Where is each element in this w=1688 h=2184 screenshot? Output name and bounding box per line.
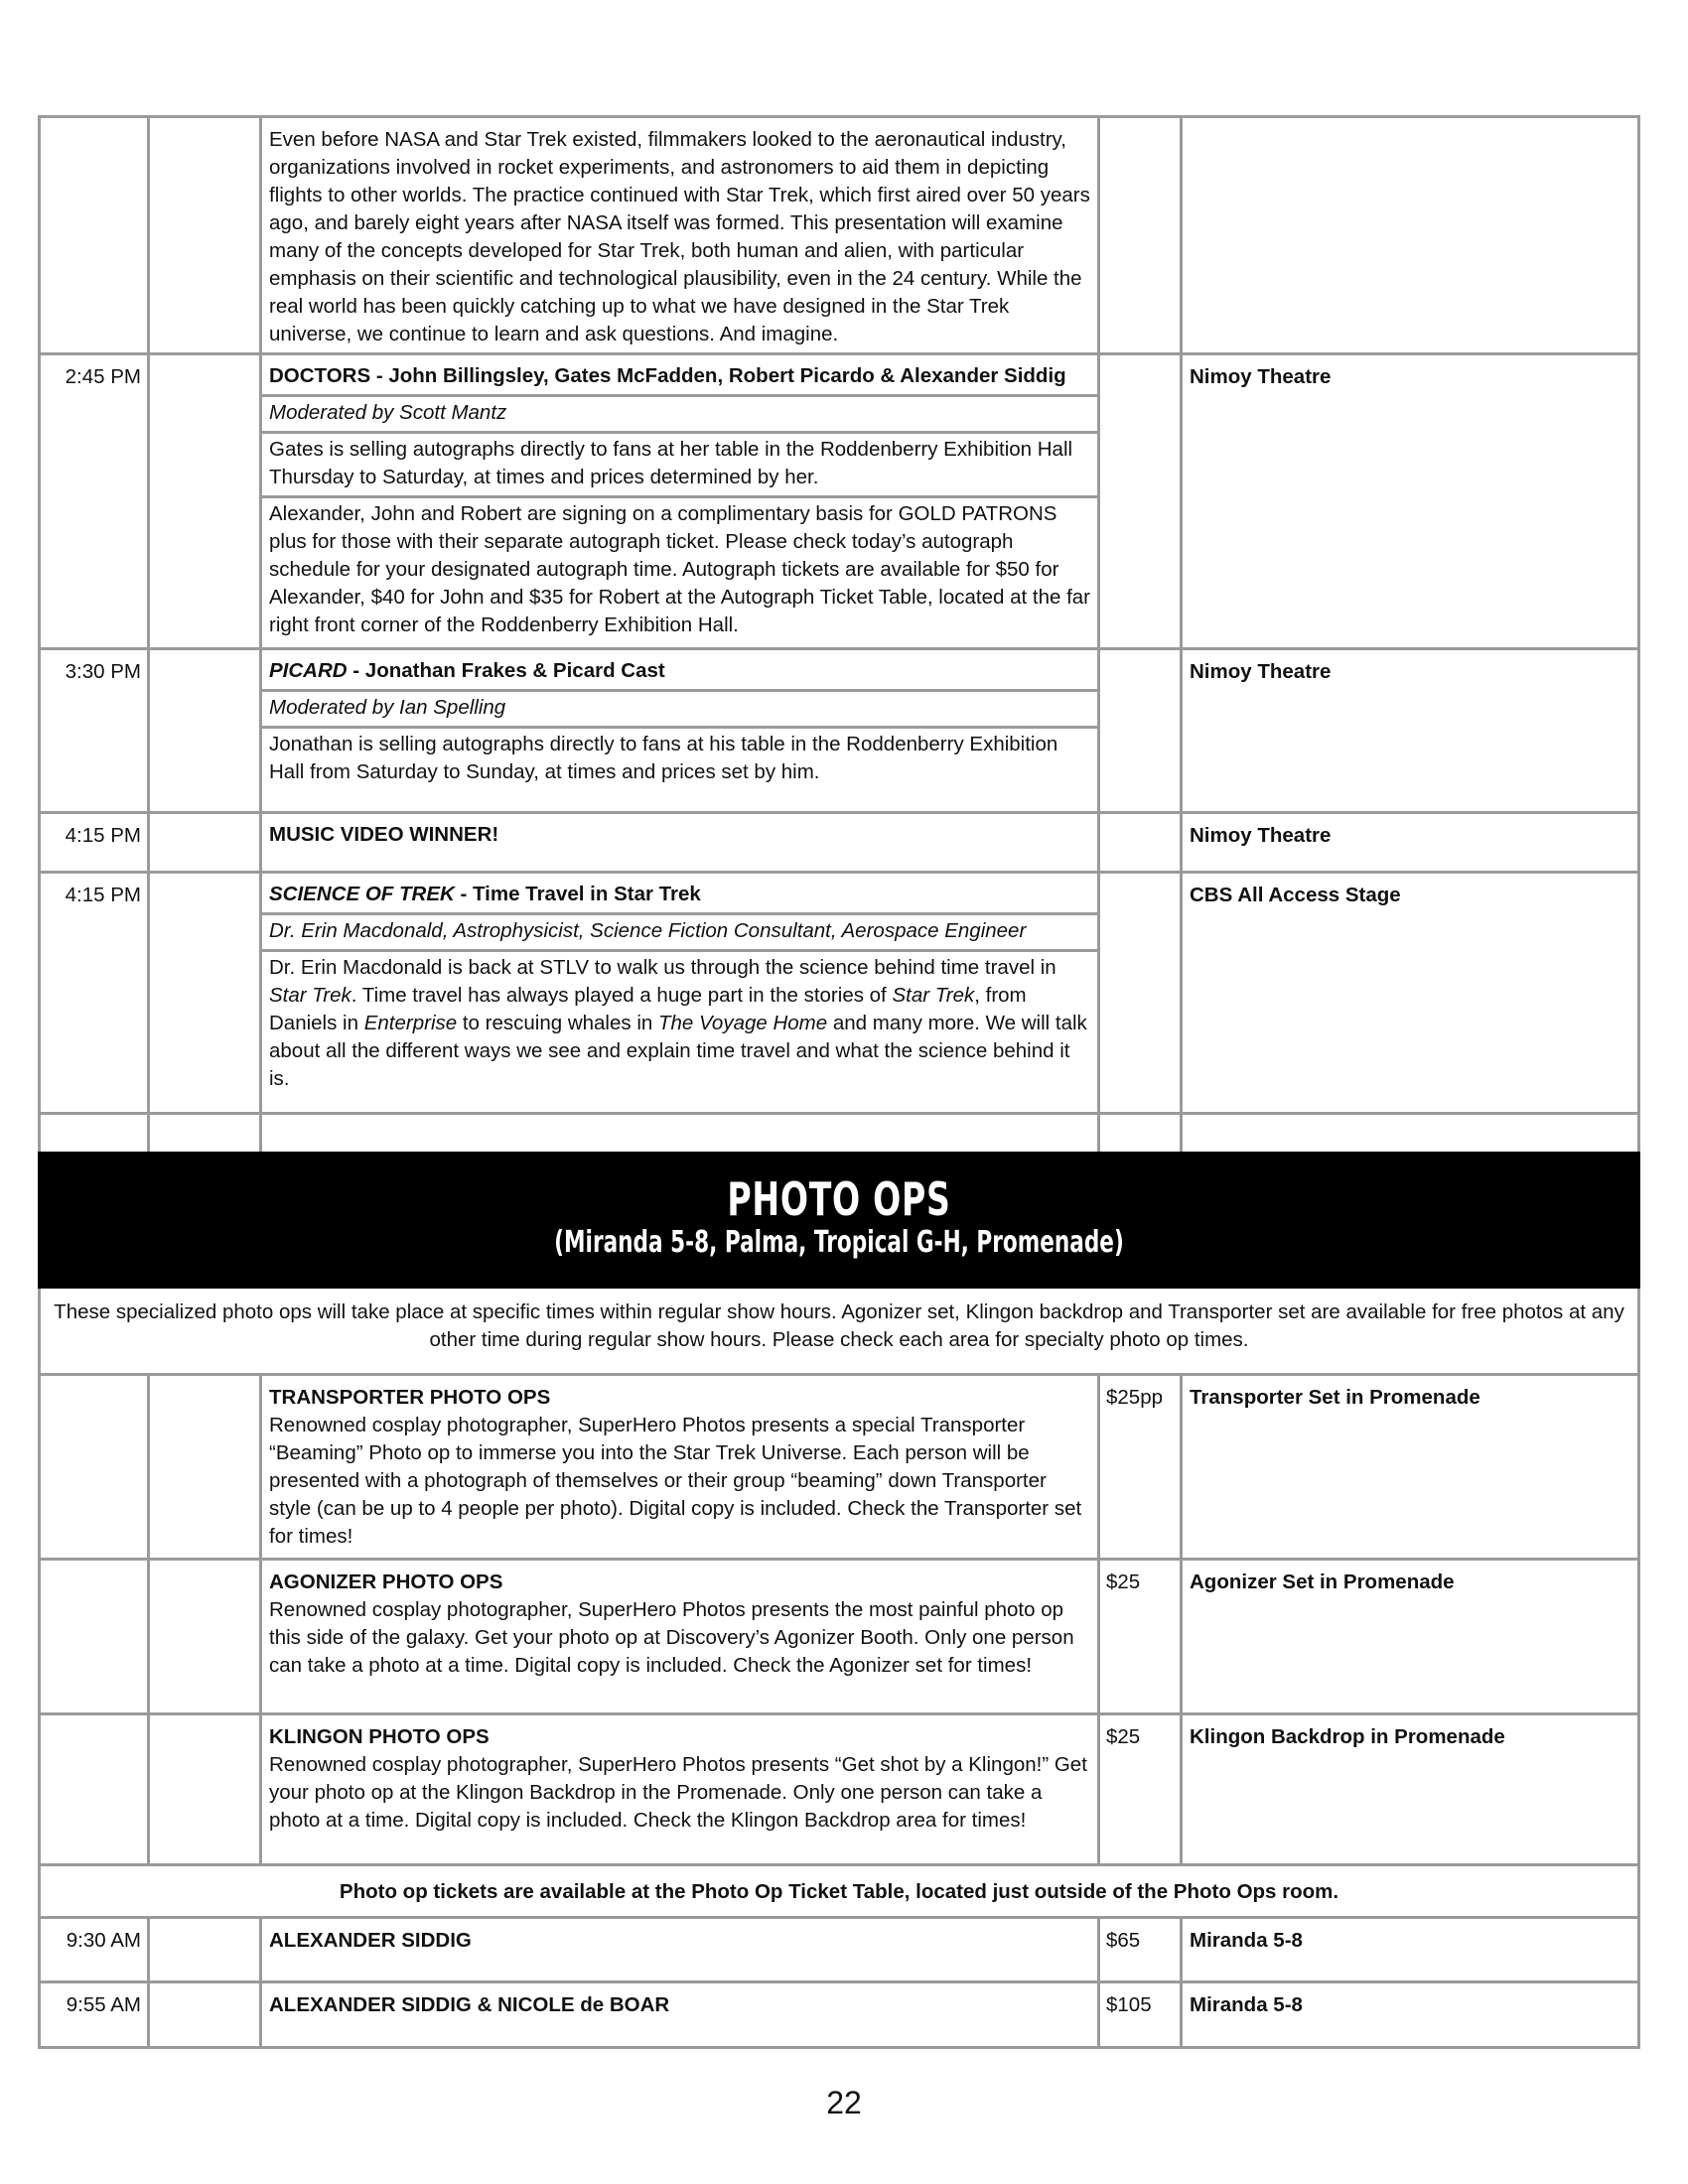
desc-italic: Enterprise: [363, 1012, 458, 1034]
photo-op-description: Renowned cosplay photographer, SuperHero Photos presents a special Transporter “Beaming” Photo op to immerse you into the Star Trek Universe. Each person will be presented with a photograph of themselves or their group “beaming” down Transporter style (can be up to 4 people per photo). Digital copy is included. Check the Transporter set for times!: [269, 1414, 1082, 1548]
time-cell: [38, 118, 147, 352]
photo-op-price: $105: [1097, 1983, 1180, 2046]
photo-ops-table: [38, 1373, 1640, 2049]
photo-op-location: Miranda 5-8: [1180, 1983, 1640, 2046]
event-location: Nimoy Theatre: [1180, 650, 1640, 811]
event-cell: [259, 118, 1097, 352]
event-location: CBS All Access Stage: [1180, 874, 1640, 1112]
photo-op-location: Transporter Set in Promenade: [1180, 1376, 1640, 1558]
photo-op-location: Agonizer Set in Promenade: [1180, 1561, 1640, 1712]
location-cell: [1180, 1115, 1640, 1152]
event-cell: [259, 1115, 1097, 1152]
photo-op-price: $25: [1097, 1561, 1180, 1712]
event-cell: [259, 355, 1097, 647]
page-number: 22: [826, 2085, 862, 2120]
event-note: Gates is selling autographs directly to fans at her table in the Roddenberry Exhibition Hall Thursday to Saturday, at times and prices determined by her.: [262, 434, 1097, 498]
photo-op-cell: [259, 1983, 1097, 2046]
photo-op-row-transporter: [38, 1373, 1640, 1558]
event-speaker: Dr. Erin Macdonald, Astrophysicist, Science Fiction Consultant, Aerospace Engineer: [262, 915, 1097, 952]
photo-op-title: ALEXANDER SIDDIG & NICOLE de BOAR: [269, 1993, 670, 2016]
event-title: [262, 874, 1097, 915]
spacer-cell: [147, 1983, 259, 2046]
photo-op-tickets-row: [38, 1863, 1640, 1916]
price-cell: [1097, 874, 1180, 1112]
photo-op-price: $25: [1097, 1715, 1180, 1863]
photo-op-description: Renowned cosplay photographer, SuperHero Photos presents the most painful photo op this side of the galaxy. Get your photo op at Discovery’s Agonizer Booth. Only one person can take a photo at a time. Digital copy is included. Check the Agonizer set for times!: [269, 1598, 1074, 1677]
photo-ops-banner: [38, 1152, 1640, 1289]
photo-op-text: [262, 1715, 1097, 1835]
event-location: Nimoy Theatre: [1180, 814, 1640, 871]
photo-op-row-agonizer: [38, 1558, 1640, 1712]
photo-op-title: ALEXANDER SIDDIG: [269, 1929, 472, 1952]
photo-op-cell: [259, 1715, 1097, 1863]
price-cell: [1097, 118, 1180, 352]
schedule-row-picard: [38, 647, 1640, 811]
event-note: Alexander, John and Robert are signing on a complimentary basis for GOLD PATRONS plus for those with their separate autograph ticket. Please check today’s autograph schedule for your designated autograph time. Autograph tickets are available for $50 for Alexander, $40 for John and $35 for Robert at the Autograph Ticket Table, located at the far right front corner of the Roddenberry Exhibition Hall.: [269, 502, 1091, 636]
desc-text: to rescuing whales in: [457, 1012, 658, 1034]
photo-op-title: AGONIZER PHOTO OPS: [269, 1570, 503, 1593]
desc-italic: Star Trek: [269, 984, 352, 1007]
schedule-row-empty: [38, 1112, 1640, 1152]
photo-op-cell: [259, 1376, 1097, 1558]
photo-op-row-siddig-deboar: [38, 1980, 1640, 2049]
schedule-row-intro: [38, 115, 1640, 352]
price-cell: [1097, 1115, 1180, 1152]
desc-text: . Time travel has always played a huge part in the stories of: [351, 984, 893, 1007]
spacer-cell: [147, 814, 259, 871]
spacer-cell: [147, 1919, 259, 1980]
event-moderator: Moderated by Scott Mantz: [262, 397, 1097, 434]
event-time: 2:45 PM: [38, 355, 147, 647]
desc-italic: The Voyage Home: [657, 1012, 828, 1034]
time-cell: [38, 1561, 147, 1712]
event-cell: [259, 874, 1097, 1112]
spacer-cell: [147, 874, 259, 1112]
spacer-cell: [147, 355, 259, 647]
event-title: DOCTORS - John Billingsley, Gates McFadden, Robert Picardo & Alexander Siddig: [262, 355, 1097, 397]
schedule-row-doctors: [38, 352, 1640, 647]
price-cell: [1097, 355, 1180, 647]
photo-op-text: [262, 1376, 1097, 1551]
schedule-row-music: [38, 811, 1640, 871]
photo-op-price: $25pp: [1097, 1376, 1180, 1558]
schedule-table: [38, 115, 1640, 1152]
desc-italic: Star Trek: [892, 984, 975, 1007]
photo-op-title: TRANSPORTER PHOTO OPS: [269, 1386, 551, 1409]
schedule-row-science: [38, 871, 1640, 1112]
time-cell: [38, 1115, 147, 1152]
photo-op-location: Miranda 5-8: [1180, 1919, 1640, 1980]
event-cell: [259, 650, 1097, 811]
price-cell: [1097, 814, 1180, 871]
location-cell: [1180, 118, 1640, 352]
spacer-cell: [147, 1376, 259, 1558]
price-cell: [1097, 650, 1180, 811]
event-title-italic: PICARD: [269, 659, 348, 682]
event-description: Even before NASA and Star Trek existed, filmmakers looked to the aeronautical industry, organizations involved in rocket experiments, and astronomers to aid them in depicting flights to other worlds. The practice continued with Star Trek, which first aired over 50 years ago, and barely eight years after NASA itself was formed. This presentation will examine many of the concepts developed for Star Trek, both human and alien, with particular emphasis on their scientific and technological plausibility, even in the 24 century. While the real world has been quickly catching up to what we have designed in the Star Trek universe, we continue to learn and ask questions. And imagine.: [269, 128, 1090, 345]
section-subtitle: (Miranda 5-8, Palma, Tropical G-H, Promenade): [554, 1225, 1124, 1260]
section-title: PHOTO OPS: [727, 1172, 951, 1226]
event-moderator: Moderated by Ian Spelling: [262, 692, 1097, 729]
photo-op-time: 9:55 AM: [38, 1983, 147, 2046]
event-note: Jonathan is selling autographs directly to fans at his table in the Roddenberry Exhibition Hall from Saturday to Sunday, at times and prices set by him.: [269, 733, 1058, 783]
event-title-rest: - Jonathan Frakes & Picard Cast: [347, 659, 665, 682]
time-cell: [38, 1376, 147, 1558]
photo-op-description: Renowned cosplay photographer, SuperHero Photos presents “Get shot by a Klingon!” Get your photo op at the Klingon Backdrop in the Promenade. Only one person can take a photo at a time. Digital copy is included. Check the Klingon Backdrop area for times!: [269, 1753, 1087, 1832]
intro-text: These specialized photo ops will take place at specific times within regular show hours. Agonizer set, Klingon backdrop and Transporter set are available for free photos at any other time during regular show hours. Please check each area for specialty photo op times.: [54, 1300, 1624, 1351]
event-time: 4:15 PM: [38, 874, 147, 1112]
photo-op-row-siddig: [38, 1916, 1640, 1980]
event-cell: [259, 814, 1097, 871]
photo-op-time: 9:30 AM: [38, 1919, 147, 1980]
photo-op-text: [262, 1561, 1097, 1680]
event-title-italic: SCIENCE OF TREK: [269, 883, 455, 905]
photo-op-location: Klingon Backdrop in Promenade: [1180, 1715, 1640, 1863]
spacer-cell: [147, 1561, 259, 1712]
event-time: 4:15 PM: [38, 814, 147, 871]
event-title: [262, 650, 1097, 692]
photo-op-title: KLINGON PHOTO OPS: [269, 1725, 490, 1748]
photo-ops-intro: [38, 1289, 1640, 1376]
tickets-note: Photo op tickets are available at the Photo Op Ticket Table, located just outside of the Photo Ops room.: [339, 1880, 1339, 1903]
desc-text: , from Daniels in: [269, 984, 1027, 1034]
desc-text: Dr. Erin Macdonald is back at STLV to walk us through the science behind time travel in: [269, 956, 1056, 979]
spacer-cell: [147, 118, 259, 352]
photo-op-price: $65: [1097, 1919, 1180, 1980]
time-cell: [38, 1715, 147, 1863]
desc-text: and many more. We will talk about all the different ways we see and explain time travel and what the science behind it is.: [269, 1012, 1087, 1090]
event-title-rest: - Time Travel in Star Trek: [454, 883, 701, 905]
event-time: 3:30 PM: [38, 650, 147, 811]
spacer-cell: [147, 1715, 259, 1863]
photo-op-cell: [259, 1919, 1097, 1980]
event-location: Nimoy Theatre: [1180, 355, 1640, 647]
spacer-cell: [147, 650, 259, 811]
event-description: [262, 952, 1097, 1097]
photo-op-cell: [259, 1561, 1097, 1712]
event-title: MUSIC VIDEO WINNER!: [269, 823, 499, 846]
photo-op-row-klingon: [38, 1712, 1640, 1863]
spacer-cell: [147, 1115, 259, 1152]
